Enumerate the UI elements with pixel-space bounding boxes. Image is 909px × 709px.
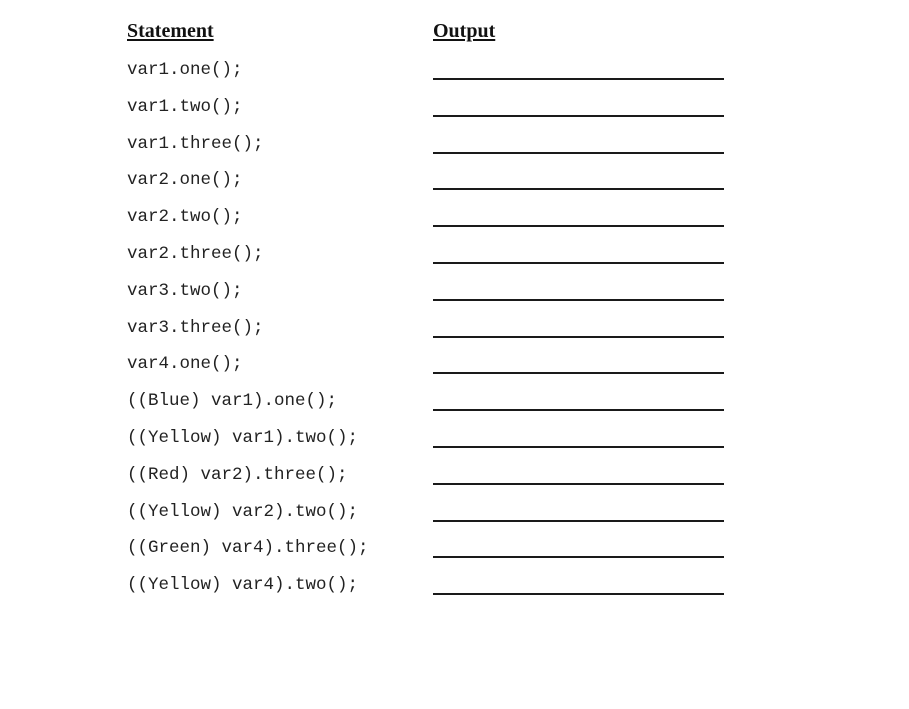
statement-table [0, 55, 909, 607]
table-row [0, 460, 909, 497]
output-blank-line [433, 262, 724, 264]
table-row [0, 55, 909, 92]
table-row [0, 92, 909, 129]
statement-code: var1.two(); [127, 96, 243, 117]
statement-code: var3.two(); [127, 280, 243, 301]
table-row [0, 497, 909, 534]
output-blank-line [433, 372, 724, 374]
output-blank-line [433, 188, 724, 190]
statement-code: var1.one(); [127, 60, 243, 80]
table-row [0, 386, 909, 423]
table-row [0, 570, 909, 607]
output-blank-line [433, 409, 724, 411]
statement-column-header: Statement [127, 20, 214, 42]
statement-code: ((Red) var2).three(); [127, 464, 348, 485]
statement-code: var2.two(); [127, 207, 243, 228]
output-blank-line [433, 336, 724, 338]
output-blank-line [433, 152, 724, 154]
statement-code: var3.three(); [127, 317, 264, 338]
statement-code: ((Yellow) var4).two(); [127, 575, 359, 596]
output-column-header: Output [433, 20, 496, 42]
statement-code: ((Blue) var1).one(); [127, 391, 338, 412]
table-row [0, 165, 909, 202]
statement-code: ((Green) var4).three(); [127, 538, 369, 559]
statement-code: var1.three(); [127, 133, 264, 154]
table-row [0, 202, 909, 239]
output-blank-line [433, 446, 724, 448]
table-row [0, 129, 909, 166]
output-blank-line [433, 78, 724, 80]
table-row [0, 313, 909, 350]
output-blank-line [433, 299, 724, 301]
table-row [0, 276, 909, 313]
output-blank-line [433, 593, 724, 595]
table-row [0, 533, 909, 570]
output-blank-line [433, 115, 724, 117]
statement-code: var2.three(); [127, 243, 264, 264]
output-blank-line [433, 225, 724, 227]
table-row [0, 423, 909, 460]
statement-code: ((Yellow) var1).two(); [127, 427, 359, 448]
statement-code: var2.one(); [127, 170, 243, 191]
table-row [0, 239, 909, 276]
output-blank-line [433, 520, 724, 522]
output-blank-line [433, 483, 724, 485]
statement-code: var4.one(); [127, 354, 243, 375]
output-blank-line [433, 556, 724, 558]
statement-code: ((Yellow) var2).two(); [127, 501, 359, 522]
table-row [0, 349, 909, 386]
